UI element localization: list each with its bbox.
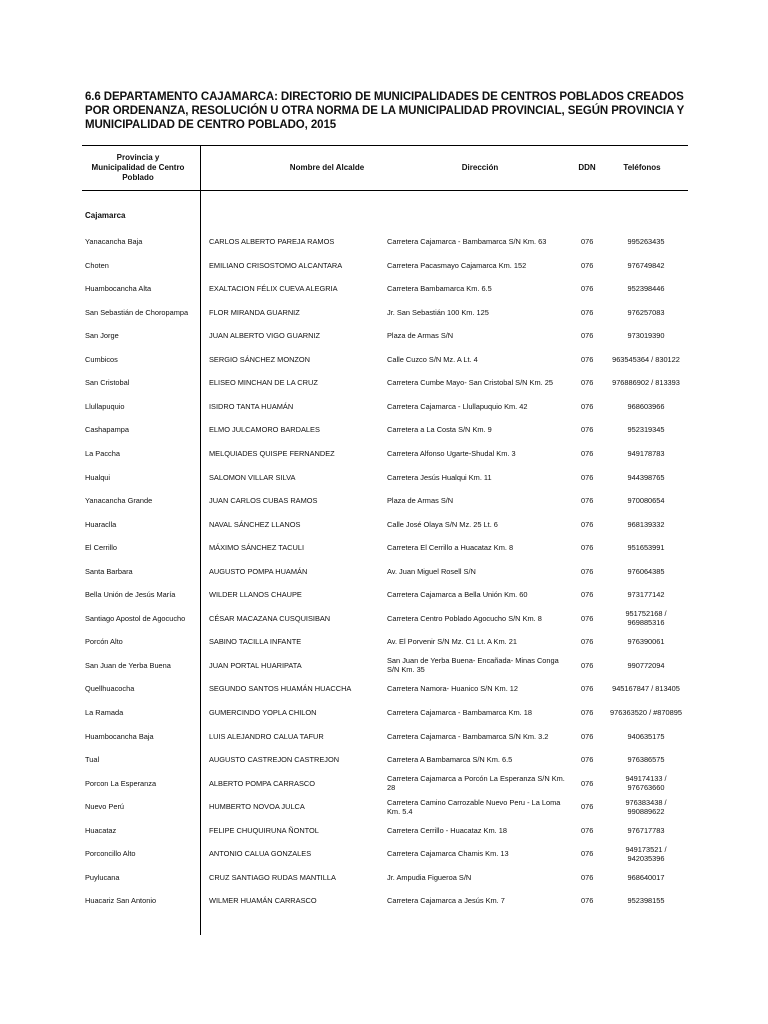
cell-alcalde: WILDER LLANOS CHAUPE [209, 590, 302, 600]
header-alcalde: Nombre del Alcalde [289, 163, 365, 172]
cell-telefonos: 968640017 [627, 872, 665, 882]
cell-telefonos: 949178783 [627, 448, 665, 458]
cell-alcalde: SERGIO SÁNCHEZ MONZON [209, 354, 311, 364]
cell-provincia: Yanacancha Grande [85, 496, 153, 506]
cell-provincia: San Sebastián de Choropampa [85, 307, 189, 317]
cell-ddn: 076 [581, 472, 594, 482]
cell-ddn: 076 [581, 590, 594, 600]
cell-ddn: 076 [581, 684, 594, 694]
cell-provincia: Santa Barbara [85, 566, 133, 576]
cell-provincia: Porcón Alto [85, 637, 123, 647]
cell-telefonos: 976064385 [627, 566, 665, 576]
cell-direccion: Carretera Cajamarca a Porcón La Esperanza S/N Km. 28 [387, 774, 565, 793]
cell-provincia: Huacariz San Antonio [85, 896, 157, 906]
cell-provincia: La Ramada [85, 708, 124, 717]
cell-provincia: Tual [85, 755, 100, 765]
cell-ddn: 076 [581, 307, 594, 317]
cell-alcalde: FLOR MIRANDA GUARNIZ [209, 307, 300, 317]
cell-provincia: Puylucana [85, 872, 120, 882]
cell-provincia: Yanacancha Baja [85, 237, 143, 246]
cell-telefonos: 973177142 [627, 590, 665, 600]
cell-direccion: Carretera El Cerrillo a Huacataz Km. 8 [387, 543, 514, 553]
cell-ddn: 076 [581, 543, 594, 553]
cell-provincia: Huaraclla [85, 519, 117, 529]
cell-ddn: 076 [581, 731, 594, 741]
cell-direccion: Carretera Cajamarca a Jesús Km. 7 [387, 896, 505, 906]
cell-direccion: Carretera Pacasmayo Cajamarca Km. 152 [387, 260, 527, 270]
cell-alcalde: CRUZ SANTIAGO RUDAS MANTILLA [209, 872, 336, 882]
cell-direccion: Carretera Cajamarca - Bambamarca S/N Km. 63 [387, 237, 547, 246]
section-heading: Cajamarca [85, 211, 126, 220]
table-top-rule [82, 145, 688, 146]
cell-alcalde: MELQUIADES QUISPE FERNANDEZ [209, 448, 335, 458]
cell-telefonos: 952398446 [627, 284, 665, 294]
cell-direccion: Carretera Cajamarca - Bambamarca Km. 18 [387, 708, 532, 717]
cell-alcalde: NAVAL SÁNCHEZ LLANOS [209, 519, 301, 529]
cell-provincia: La Paccha [85, 448, 120, 458]
cell-direccion: San Juan de Yerba Buena- Encañada- Minas Conga S/N Km. 35 [387, 656, 559, 675]
cell-alcalde: SALOMON VILLAR SILVA [209, 472, 296, 482]
cell-ddn: 076 [581, 260, 594, 270]
cell-telefonos: 976383438 / 990889622 [625, 797, 667, 816]
cell-alcalde: JUAN ALBERTO VIGO GUARNIZ [209, 331, 321, 341]
cell-provincia: Porcon La Esperanza [85, 778, 157, 788]
header-provincia: Provincia y Municipalidad de Centro Poblado [91, 153, 185, 182]
column-divider [200, 145, 201, 935]
cell-provincia: Bella Unión de Jesús María [85, 590, 176, 600]
cell-ddn: 076 [581, 496, 594, 506]
cell-telefonos: 995263435 [627, 237, 665, 246]
cell-provincia: Cumbicos [85, 354, 118, 364]
cell-direccion: Carretera Cerrillo - Huacataz Km. 18 [387, 825, 507, 835]
cell-telefonos: 976390061 [627, 637, 665, 647]
header-ddn: DDN [578, 163, 596, 172]
cell-provincia: Quellhuacocha [85, 684, 135, 694]
cell-provincia: Llullapuquio [85, 401, 125, 411]
cell-direccion: Carretera Alfonso Ugarte-Shudal Km. 3 [387, 448, 516, 458]
cell-telefonos: 940635175 [627, 731, 665, 741]
cell-provincia: Huambocancha Baja [85, 731, 154, 741]
cell-alcalde: CARLOS ALBERTO PAREJA RAMOS [209, 237, 335, 246]
cell-ddn: 076 [581, 401, 594, 411]
cell-telefonos: 968603966 [627, 401, 665, 411]
cell-provincia: San Juan de Yerba Buena [85, 660, 171, 670]
cell-ddn: 076 [581, 849, 594, 859]
cell-alcalde: MÁXIMO SÁNCHEZ TACULI [209, 543, 304, 553]
cell-ddn: 076 [581, 896, 594, 906]
cell-direccion: Carretera Cajamarca Chamis Km. 13 [387, 849, 509, 859]
header-direccion: Dirección [461, 163, 499, 172]
cell-telefonos: 945167847 / 813405 [612, 684, 680, 694]
cell-direccion: Calle Cuzco S/N Mz. A Lt. 4 [387, 354, 478, 364]
cell-telefonos: 952398155 [627, 896, 665, 906]
cell-alcalde: AUGUSTO CASTREJON CASTREJON [209, 755, 340, 765]
cell-telefonos: 976749842 [627, 260, 665, 270]
cell-direccion: Jr. Ampudia Figueroa S/N [387, 872, 472, 882]
cell-telefonos: 949173521 / 942035396 [625, 844, 667, 863]
cell-direccion: Plaza de Armas S/N [387, 331, 454, 341]
cell-provincia: Cashapampa [85, 425, 129, 435]
cell-telefonos: 968139332 [627, 519, 665, 529]
cell-ddn: 076 [581, 378, 594, 388]
cell-ddn: 076 [581, 284, 594, 294]
cell-direccion: Jr. San Sebastián 100 Km. 125 [387, 307, 489, 317]
cell-telefonos: 963545364 / 830122 [612, 354, 680, 364]
cell-provincia: Huacataz [85, 825, 117, 835]
header-bottom-rule [82, 190, 688, 191]
cell-ddn: 076 [581, 778, 594, 788]
cell-ddn: 076 [581, 354, 594, 364]
cell-telefonos: 970080654 [627, 496, 665, 506]
cell-direccion: Carretera Centro Poblado Agocucho S/N Km. 8 [387, 613, 542, 623]
cell-alcalde: ELMO JULCAMORO BARDALES [209, 425, 320, 435]
cell-provincia: San Jorge [85, 331, 119, 341]
cell-direccion: Av. Juan Miguel Rosell S/N [387, 566, 476, 576]
cell-telefonos: 990772094 [627, 660, 665, 670]
cell-telefonos: 951653991 [627, 543, 665, 553]
cell-telefonos: 976257083 [627, 307, 665, 317]
cell-alcalde: ELISEO MINCHAN DE LA CRUZ [209, 378, 318, 388]
cell-alcalde: ISIDRO TANTA HUAMÁN [209, 401, 294, 411]
cell-alcalde: JUAN PORTAL HUARIPATA [209, 660, 302, 670]
cell-ddn: 076 [581, 825, 594, 835]
cell-alcalde: WILMER HUAMÁN CARRASCO [209, 896, 317, 906]
cell-direccion: Calle José Olaya S/N Mz. 25 Lt. 6 [387, 519, 498, 529]
cell-ddn: 076 [581, 566, 594, 576]
cell-direccion: Carretera Cajamarca a Bella Unión Km. 60 [387, 590, 528, 600]
cell-ddn: 076 [581, 519, 594, 529]
cell-provincia: Huambocancha Alta [85, 284, 152, 294]
cell-provincia: Hualqui [85, 472, 111, 482]
cell-alcalde: LUIS ALEJANDRO CALUA TAFUR [209, 731, 324, 741]
cell-telefonos: 976386575 [627, 755, 665, 765]
cell-ddn: 076 [581, 613, 594, 623]
cell-telefonos: 976717783 [627, 825, 665, 835]
cell-provincia: Nuevo Perú [85, 802, 125, 812]
cell-telefonos: 976363520 / #870895 [610, 708, 682, 717]
page-title: 6.6 DEPARTAMENTO CAJAMARCA: DIRECTORIO DE MUNICIPALIDADES DE CENTROS POBLADOS CREADOS POR ORDENANZA, RESOLUCIÓN U OTRA NORMA DE LA MUNICIPALIDAD PROVINCIAL, SEGÚN PROVINCIA Y MUNICIPALIDAD DE CENTRO POBLADO, 2015 [85, 91, 685, 131]
cell-alcalde: CÉSAR MACAZANA CUSQUISIBAN [209, 613, 331, 623]
cell-direccion: Plaza de Armas S/N [387, 496, 454, 506]
cell-telefonos: 951752168 / 969885316 [625, 609, 667, 628]
cell-direccion: Carretera Cajamarca - Bambamarca S/N Km. 3.2 [387, 731, 549, 741]
cell-telefonos: 976886902 / 813393 [612, 378, 680, 388]
cell-ddn: 076 [581, 708, 594, 717]
cell-alcalde: SABINO TACILLA INFANTE [209, 637, 302, 647]
cell-ddn: 076 [581, 637, 594, 647]
cell-telefonos: 952319345 [627, 425, 665, 435]
cell-ddn: 076 [581, 331, 594, 341]
cell-alcalde: JUAN CARLOS CUBAS RAMOS [209, 496, 318, 506]
cell-ddn: 076 [581, 802, 594, 812]
cell-provincia: El Cerrillo [85, 543, 118, 553]
cell-ddn: 076 [581, 237, 594, 246]
cell-alcalde: AUGUSTO POMPA HUAMÁN [209, 566, 308, 576]
cell-direccion: Carretera Bambamarca Km. 6.5 [387, 284, 492, 294]
cell-ddn: 076 [581, 425, 594, 435]
cell-alcalde: SEGUNDO SANTOS HUAMÁN HUACCHA [209, 684, 352, 694]
cell-provincia: Porconcillo Alto [85, 849, 136, 859]
cell-ddn: 076 [581, 660, 594, 670]
cell-alcalde: ANTONIO CALUA GONZALES [209, 849, 312, 859]
cell-provincia: San Cristobal [85, 378, 130, 388]
cell-direccion: Carretera Namora- Huanico S/N Km. 12 [387, 684, 519, 694]
cell-alcalde: EMILIANO CRISOSTOMO ALCANTARA [209, 260, 343, 270]
cell-alcalde: GUMERCINDO YOPLA CHILON [209, 708, 317, 717]
cell-telefonos: 944398765 [627, 472, 665, 482]
cell-telefonos: 949174133 / 976763660 [625, 774, 667, 793]
cell-provincia: Choten [85, 260, 109, 270]
cell-direccion: Carretera A Bambamarca S/N Km. 6.5 [387, 755, 513, 765]
cell-direccion: Carretera Cajamarca - Llullapuquio Km. 42 [387, 401, 528, 411]
cell-direccion: Av. El Porvenir S/N Mz. C1 Lt. A Km. 21 [387, 637, 517, 647]
cell-alcalde: EXALTACION FÉLIX CUEVA ALEGRIA [209, 284, 338, 294]
cell-ddn: 076 [581, 448, 594, 458]
cell-provincia: Santiago Apostol de Agocucho [85, 613, 186, 623]
cell-ddn: 076 [581, 755, 594, 765]
cell-direccion: Carretera Cumbe Mayo- San Cristobal S/N Km. 25 [387, 378, 553, 388]
cell-ddn: 076 [581, 872, 594, 882]
cell-alcalde: ALBERTO POMPA CARRASCO [209, 778, 315, 788]
cell-direccion: Carretera a La Costa S/N Km. 9 [387, 425, 492, 435]
cell-alcalde: FELIPE CHUQUIRUNA ÑONTOL [209, 825, 319, 835]
header-telefonos: Teléfonos [623, 163, 661, 172]
cell-telefonos: 973019390 [627, 331, 665, 341]
cell-alcalde: HUMBERTO NOVOA JULCA [209, 802, 305, 812]
cell-direccion: Carretera Jesús Hualqui Km. 11 [387, 472, 492, 482]
cell-direccion: Carretera Camino Carrozable Nuevo Peru - La Loma Km. 5.4 [387, 797, 561, 816]
